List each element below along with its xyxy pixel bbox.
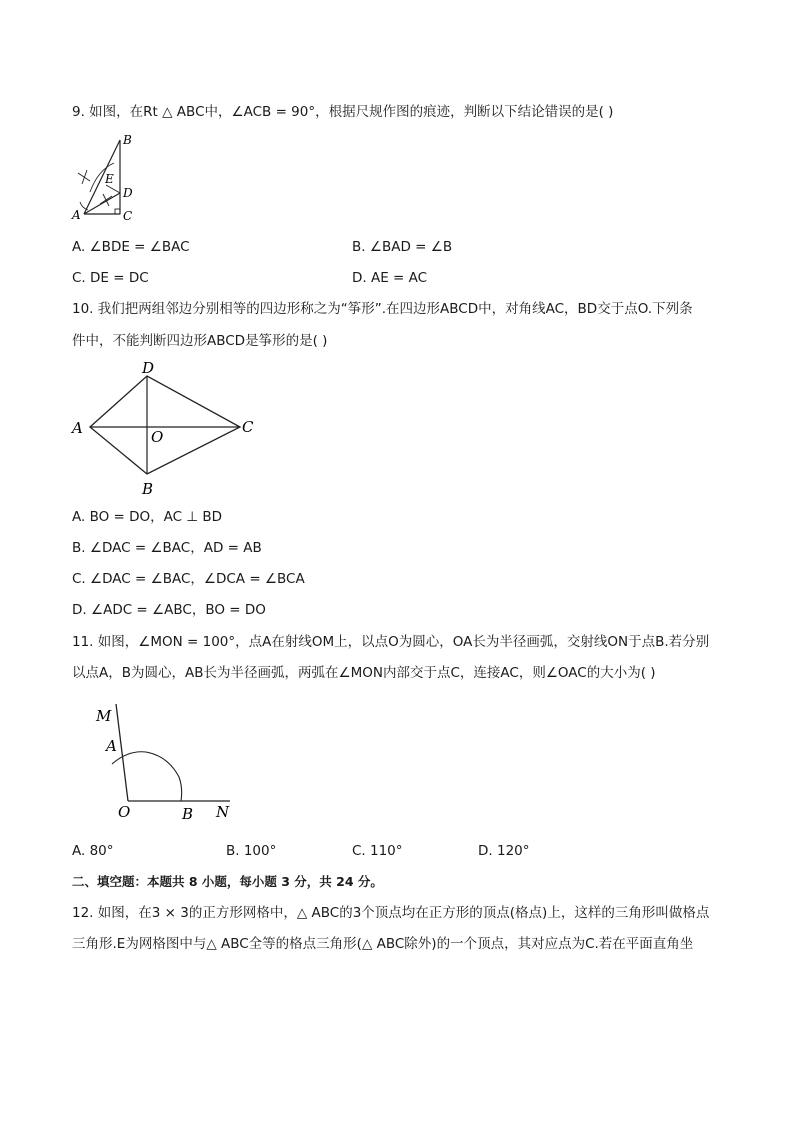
section-2-heading: 二、填空题：本题共 8 小题，每小题 3 分，共 24 分。 [72,874,383,889]
q9-option-a: A. ∠BDE = ∠BAC [72,239,190,255]
q12-stem-line2: 三角形.E为网格图中与△ ABC全等的格点三角形(△ ABC除外)的一个顶点，其对应点为C.若在平面直角坐 [72,936,694,952]
q9-option-b: B. ∠BAD = ∠B [352,239,453,255]
q10-option-a: A. BO = DO，AC ⊥ BD [72,509,223,525]
q10-figure [66,358,266,500]
q9-option-c: C. DE = DC [72,270,149,286]
q11-label-b: B [182,805,194,823]
q10-label-c: C [242,418,254,436]
q11-figure [88,700,248,825]
q9-label-d: D [123,186,133,200]
q10-option-c: C. ∠DAC = ∠BAC，∠DCA = ∠BCA [72,571,305,587]
q10-stem-line2: 件中，不能判断四边形ABCD是筝形的是( ) [72,333,328,349]
q11-label-n: N [216,803,230,821]
q10-label-d: D [142,359,155,377]
q10-option-b: B. ∠DAC = ∠BAC，AD = AB [72,540,262,556]
q10-option-d: D. ∠ADC = ∠ABC，BO = DO [72,602,266,618]
q9-label-e: E [105,172,114,186]
q11-option-b: B. 100° [226,843,277,859]
q9-label-c: C [123,209,133,223]
q11-option-c: C. 110° [352,843,403,859]
q9-figure [70,130,140,225]
q9-label-a: A [72,208,81,222]
q12-stem-line1: 12. 如图，在3 × 3的正方形网格中，△ ABC的3个顶点均在正方形的顶点(格点)上，这样的三角形叫做格点 [72,905,710,921]
q10-label-a: A [72,419,83,437]
q9-stem: 9. 如图，在Rt △ ABC中，∠ACB = 90°，根据尺规作图的痕迹，判断以下结论错误的是( ) [72,104,614,120]
q10-label-b: B [142,480,154,498]
q11-stem-line1: 11. 如图，∠MON = 100°，点A在射线OM上，以点O为圆心，OA长为半径画弧，交射线ON于点B.若分别 [72,634,710,650]
q11-label-a: A [106,737,117,755]
q9-label-b: B [123,133,132,147]
q11-label-o: O [118,803,131,821]
q11-option-d: D. 120° [478,843,530,859]
q10-label-o: O [151,428,164,446]
q11-option-a: A. 80° [72,843,114,859]
q9-option-d: D. AE = AC [352,270,428,286]
q11-label-m: M [96,707,112,725]
q10-stem-line1: 10. 我们把两组邻边分别相等的四边形称之为“筝形”.在四边形ABCD中，对角线AC，BD交于点O.下列条 [72,301,693,317]
q11-stem-line2: 以点A，B为圆心，AB长为半径画弧，两弧在∠MON内部交于点C，连接AC，则∠OAC的大小为( ) [72,665,656,681]
